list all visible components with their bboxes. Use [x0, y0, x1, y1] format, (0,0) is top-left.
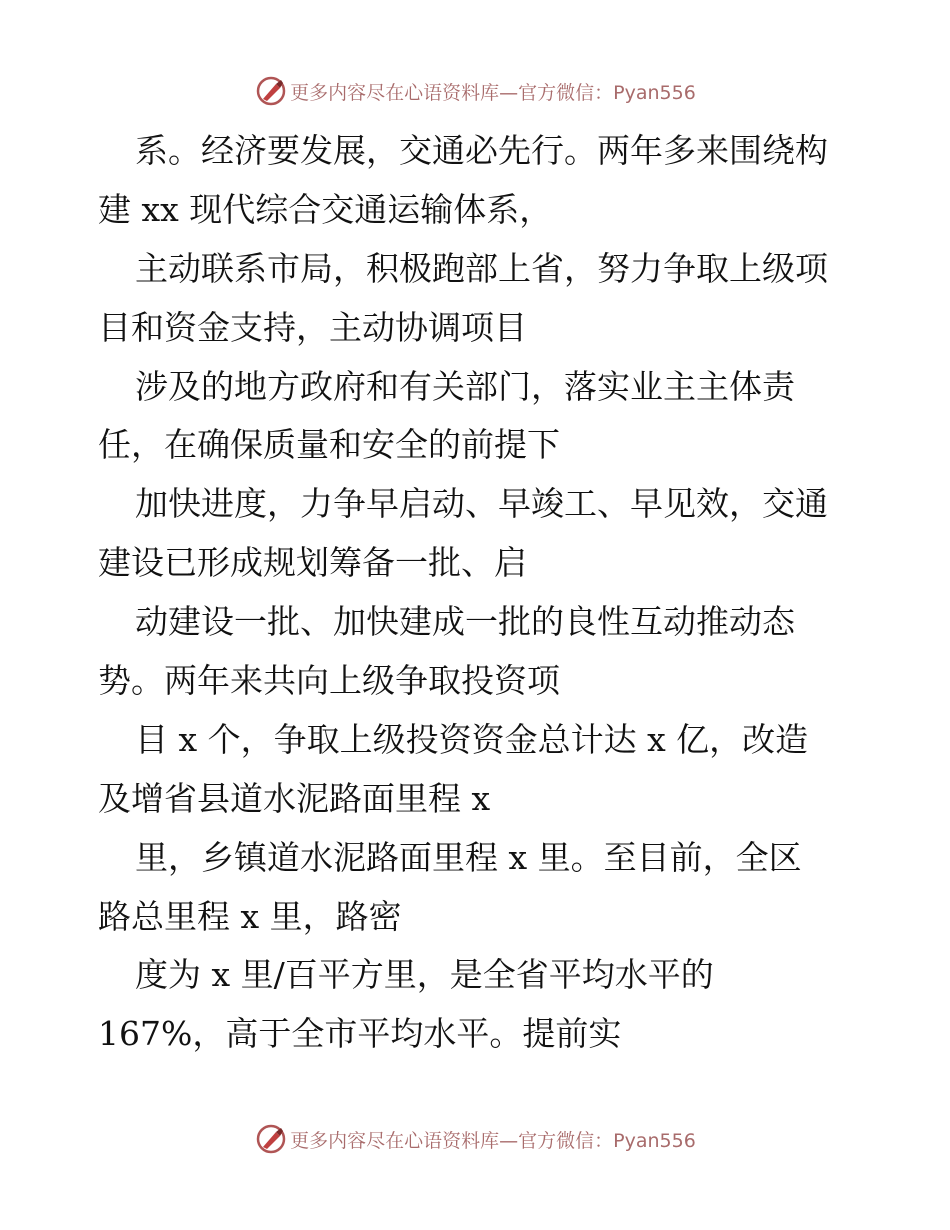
- body-line-6: 任，在确保质量和安全的前提下: [98, 425, 560, 465]
- body-line-7: 加快进度，力争早启动、早竣工、早见效，交通: [135, 484, 828, 524]
- pen-nib-circle-icon: [254, 74, 288, 108]
- body-line-5: 涉及的地方政府和有关部门，落实业主主体责: [135, 366, 795, 406]
- document-body: [98, 122, 868, 1064]
- body-line-11: 目 x 个，争取上级投资资金总计达 x 亿，改造: [135, 719, 809, 759]
- body-line-3: 主动联系市局，积极跑部上省，努力争取上级项: [135, 248, 828, 288]
- body-line-4: 目和资金支持，主动协调项目: [98, 307, 527, 347]
- body-line-10: 势。两年来共向上级争取投资项: [98, 661, 560, 701]
- body-line-14: 路总里程 x 里，路密: [98, 896, 402, 936]
- body-line-8: 建设已形成规划筹备一批、启: [98, 543, 527, 583]
- footer-banner-text: 更多内容尽在心语资料库—官方微信：Pyan556: [290, 1129, 696, 1152]
- body-line-1: 系。经济要发展，交通必先行。两年多来围绕构: [135, 131, 828, 170]
- footer-watermark-banner: [0, 1119, 950, 1159]
- header-banner-text: 更多内容尽在心语资料库—官方微信：Pyan556: [290, 81, 696, 104]
- body-line-16: 167%，高于全市平均水平。提前实: [98, 1014, 622, 1054]
- body-line-13: 里，乡镇道水泥路面里程 x 里。至目前，全区: [135, 837, 802, 877]
- body-line-15: 度为 x 里/百平方里，是全省平均水平的: [135, 955, 714, 995]
- body-line-2: 建 xx 现代综合交通运输体系，: [98, 189, 553, 229]
- pen-nib-circle-icon: [254, 1122, 288, 1156]
- body-line-12: 及增省县道水泥路面里程 x: [98, 778, 491, 818]
- header-watermark-banner: [0, 71, 950, 111]
- body-line-9: 动建设一批、加快建成一批的良性互动推动态: [135, 602, 795, 642]
